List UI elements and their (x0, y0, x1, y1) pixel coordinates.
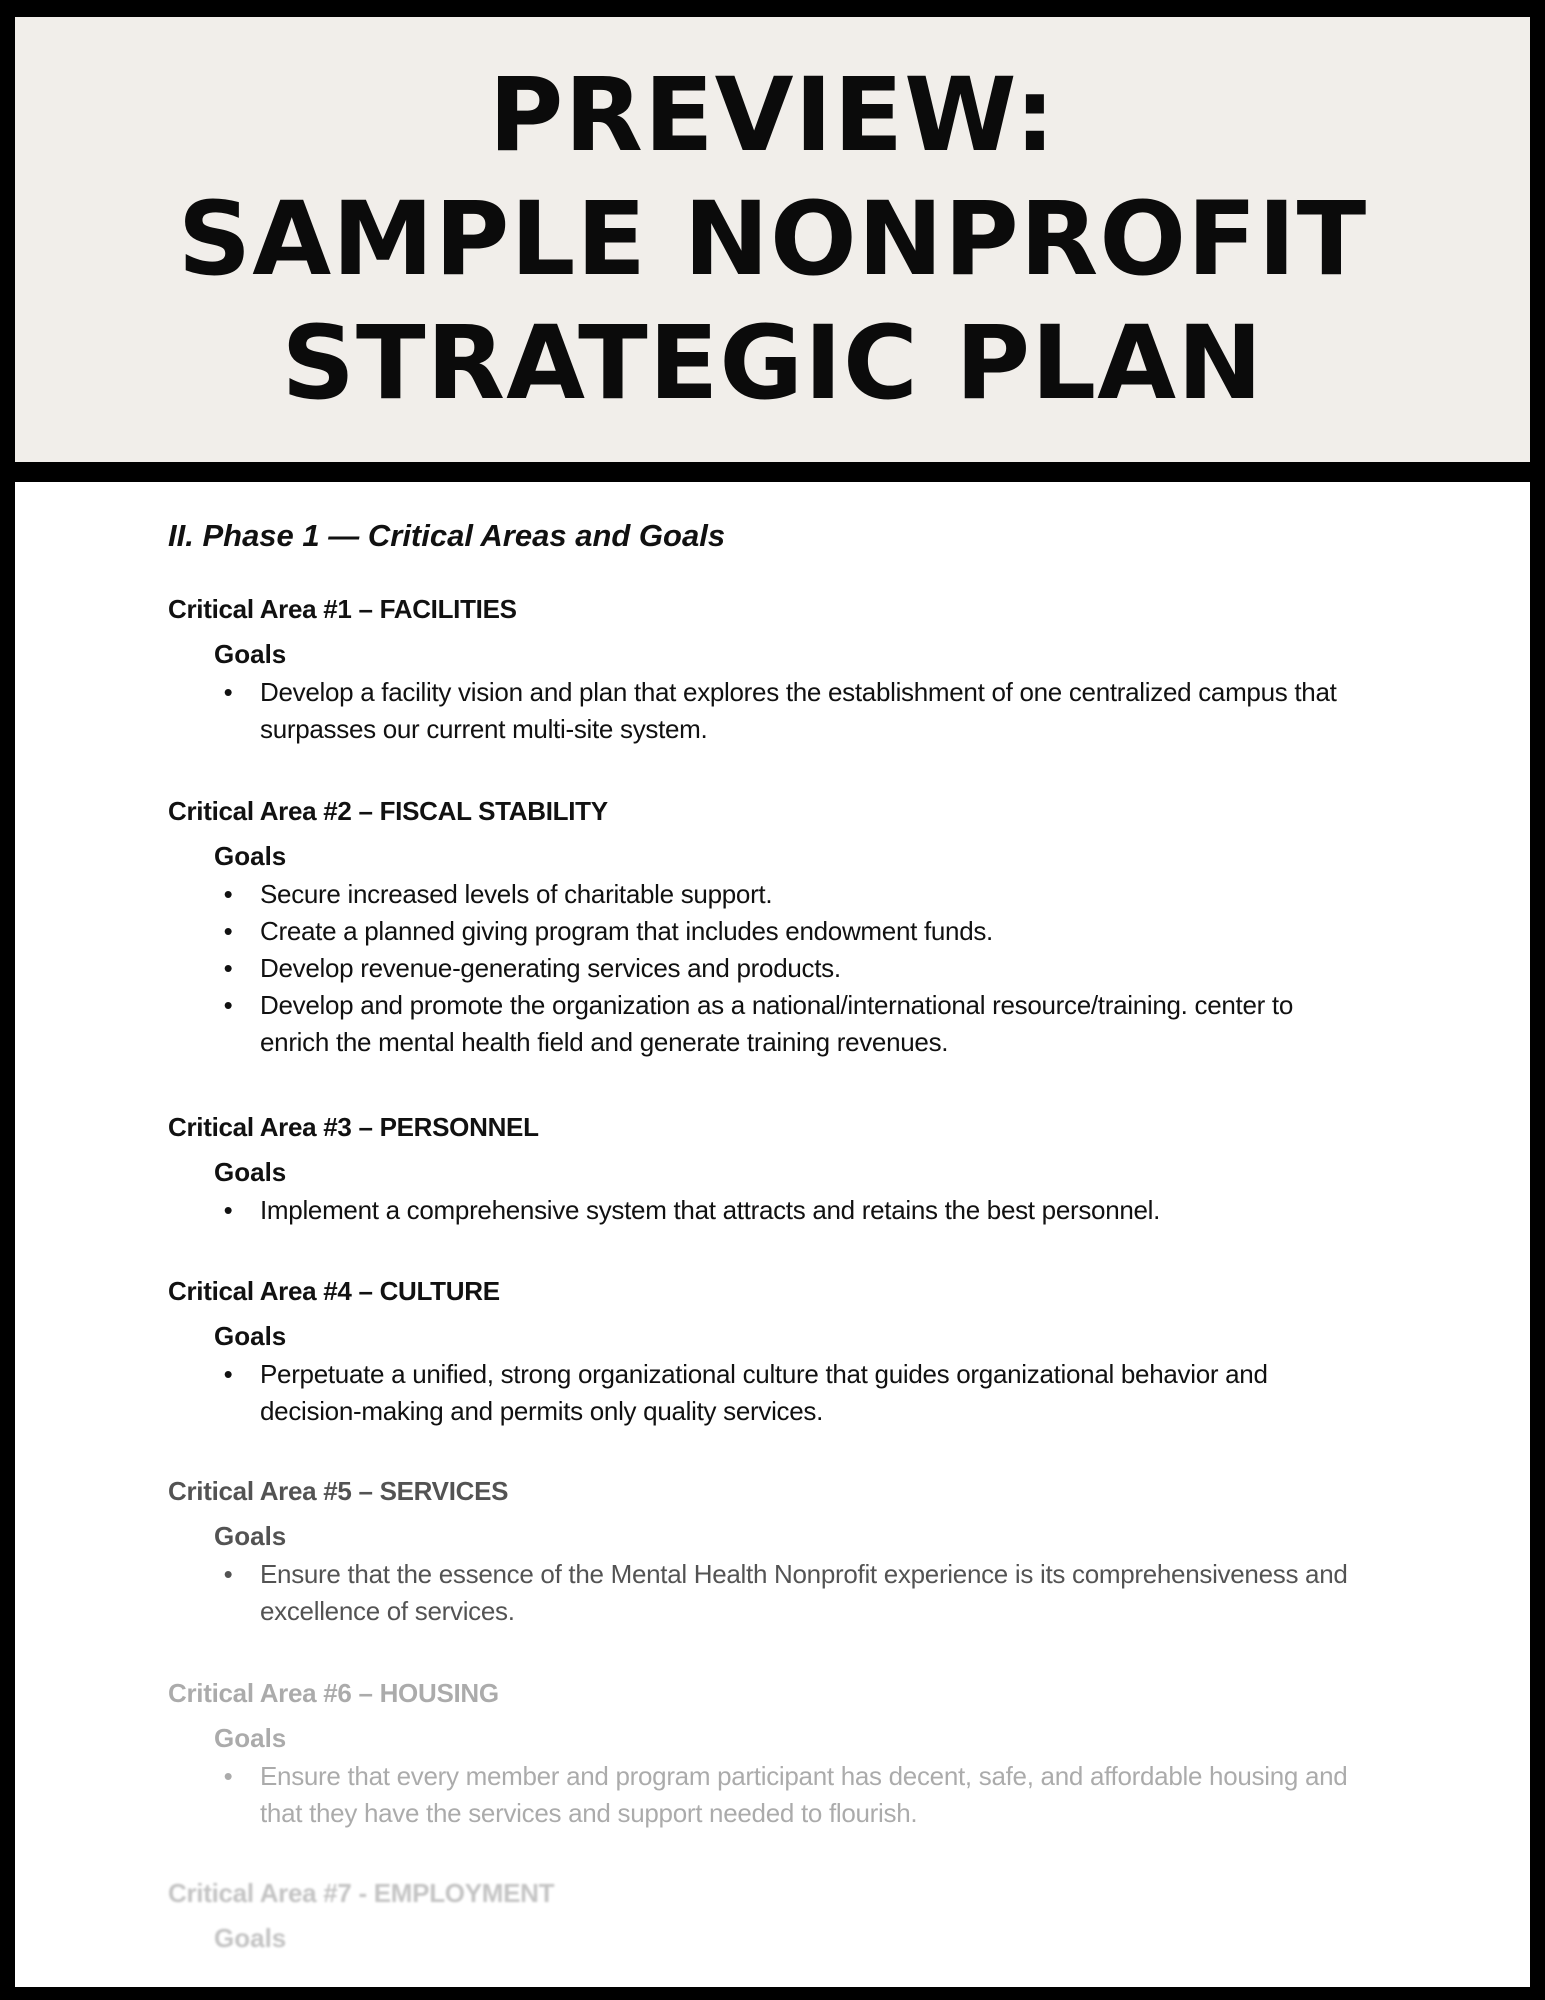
bullet-icon: • (223, 916, 233, 946)
goal-list (168, 674, 1348, 748)
goals-label: Goals (214, 1923, 287, 1953)
goal-list (168, 876, 1348, 1061)
goal-item: • Ensure that the essence of the Mental Health Nonprofit experience is its comprehensiveness and excellence of services. (168, 1556, 1348, 1630)
bullet-icon: • (223, 879, 233, 909)
goal-item: • Perpetuate a unified, strong organizational culture that guides organizational behavior and decision-making and permits only quality services. (168, 1356, 1348, 1430)
goal-item: • Develop revenue-generating services and products. (168, 950, 1348, 987)
critical-area-7 (168, 1878, 1348, 1954)
goal-item: • Develop a facility vision and plan that explores the establishment of one centralized campus that surpasses our current multi-site system. (168, 674, 1348, 748)
area-heading: Critical Area #6 – HOUSING (168, 1678, 499, 1708)
critical-area-1 (168, 594, 1348, 748)
goals-label: Goals (214, 1157, 287, 1187)
goals-label: Goals (214, 639, 287, 669)
goal-list (168, 1192, 1348, 1229)
bullet-icon: • (223, 990, 233, 1020)
preview-banner (15, 17, 1530, 462)
goal-item: • Implement a comprehensive system that attracts and retains the best personnel. (168, 1192, 1348, 1229)
bullet-icon: • (223, 953, 233, 983)
area-heading: Critical Area #4 – CULTURE (168, 1276, 500, 1306)
critical-area-3 (168, 1112, 1348, 1229)
critical-area-6 (168, 1678, 1348, 1832)
goal-list (168, 1556, 1348, 1630)
document-page (15, 482, 1530, 1987)
critical-area-5 (168, 1476, 1348, 1630)
bullet-icon: • (223, 1359, 233, 1389)
goal-list (168, 1356, 1348, 1430)
bullet-icon: • (223, 1559, 233, 1589)
goal-item: • Develop and promote the organization as a national/international resource/training. center to enrich the mental health field and generate training revenues. (168, 987, 1348, 1061)
banner-title-line-1: PREVIEW: (488, 55, 1057, 175)
banner-title-line-2: SAMPLE NONPROFIT (177, 179, 1368, 299)
goal-item: • Secure increased levels of charitable support. (168, 876, 1348, 913)
critical-area-4 (168, 1276, 1348, 1430)
section-title: II. Phase 1 — Critical Areas and Goals (168, 518, 726, 553)
bullet-icon: • (223, 1195, 233, 1225)
bullet-icon: • (223, 677, 233, 707)
goals-label: Goals (214, 1521, 287, 1551)
area-heading: Critical Area #2 – FISCAL STABILITY (168, 796, 608, 826)
banner-title-line-3: STRATEGIC PLAN (281, 303, 1264, 423)
goals-label: Goals (214, 1321, 287, 1351)
area-heading: Critical Area #1 – FACILITIES (168, 594, 517, 624)
goals-label: Goals (214, 1723, 287, 1753)
goal-list (168, 1758, 1348, 1832)
goals-label: Goals (214, 841, 287, 871)
area-heading: Critical Area #3 – PERSONNEL (168, 1112, 539, 1142)
bullet-icon: • (223, 1761, 233, 1791)
critical-area-2 (168, 796, 1348, 1061)
goal-item: • Ensure that every member and program participant has decent, safe, and affordable housing and that they have the services and support needed to flourish. (168, 1758, 1348, 1832)
area-heading: Critical Area #5 – SERVICES (168, 1476, 509, 1506)
area-heading: Critical Area #7 - EMPLOYMENT (168, 1878, 555, 1908)
goal-item: • Create a planned giving program that includes endowment funds. (168, 913, 1348, 950)
